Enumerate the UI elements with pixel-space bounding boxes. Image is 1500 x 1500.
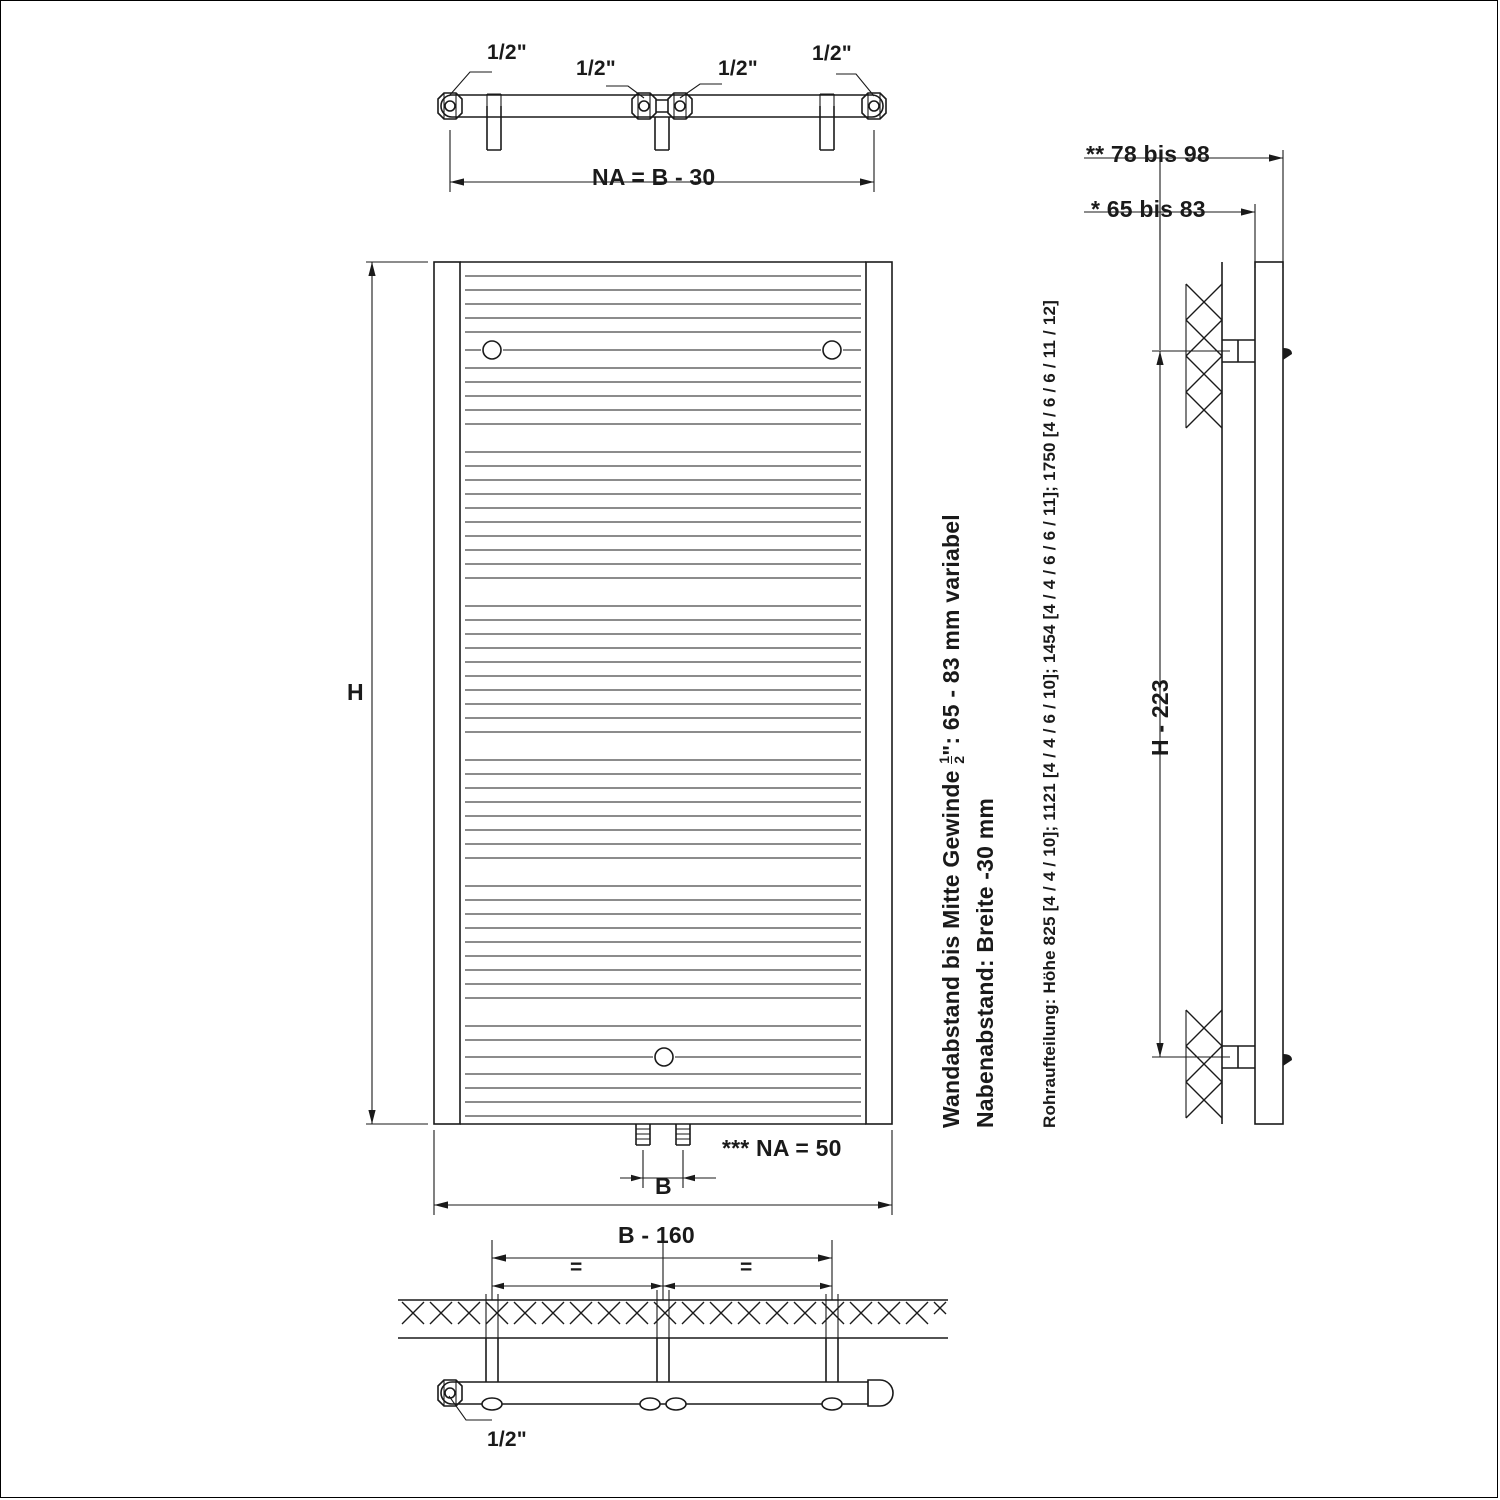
top-view-thread-label-1: 1/2" [487,41,527,64]
note-fraction-one-half [937,756,966,764]
front-view-bottom-connection-dimension: *** NA = 50 [722,1135,842,1161]
side-view-dimension-65-83: * 65 bis 83 [1091,196,1206,222]
note-wandabstand-text-b: ": 65 - 83 mm variabel [938,514,964,756]
bottom-view-thread-label: 1/2" [487,1428,527,1451]
front-view-geometry [366,262,892,1215]
top-view-thread-label-4: 1/2" [812,42,852,65]
bottom-view-geometry [398,1240,948,1420]
fraction-numerator: 1 [936,755,953,764]
top-view-thread-label-2: 1/2" [576,57,616,80]
fraction-denominator: 2 [951,755,968,764]
bottom-view-width-dimension: B - 160 [618,1222,695,1248]
side-view-dimension-78-98: ** 78 bis 98 [1086,141,1210,167]
side-view-height-dimension: H - 223 [1147,679,1173,756]
front-view-width-label: B [655,1173,672,1199]
side-view-geometry [1084,150,1292,1124]
bottom-view-equal-mark-1: = [570,1256,583,1279]
note-wandabstand-text-a: Wandabstand bis Mitte Gewinde [938,763,964,1128]
note-rohraufteilung: Rohraufteilung: Höhe 825 [4 / 4 / 10]; 1121 [4 / 4 / 6 / 10]; 1454 [4 / 4 / 6 / 6 / 11]; 1750 [4 / 6 / 6 / 11 / 12] [1040,299,1059,1128]
note-nabenabstand: Nabenabstand: Breite -30 mm [972,797,998,1128]
note-wandabstand [938,514,967,1128]
top-view-thread-label-3: 1/2" [718,57,758,80]
top-view-na-dimension: NA = B - 30 [592,164,716,190]
front-view-height-label: H [347,679,364,705]
bottom-view-equal-mark-2: = [740,1256,753,1279]
